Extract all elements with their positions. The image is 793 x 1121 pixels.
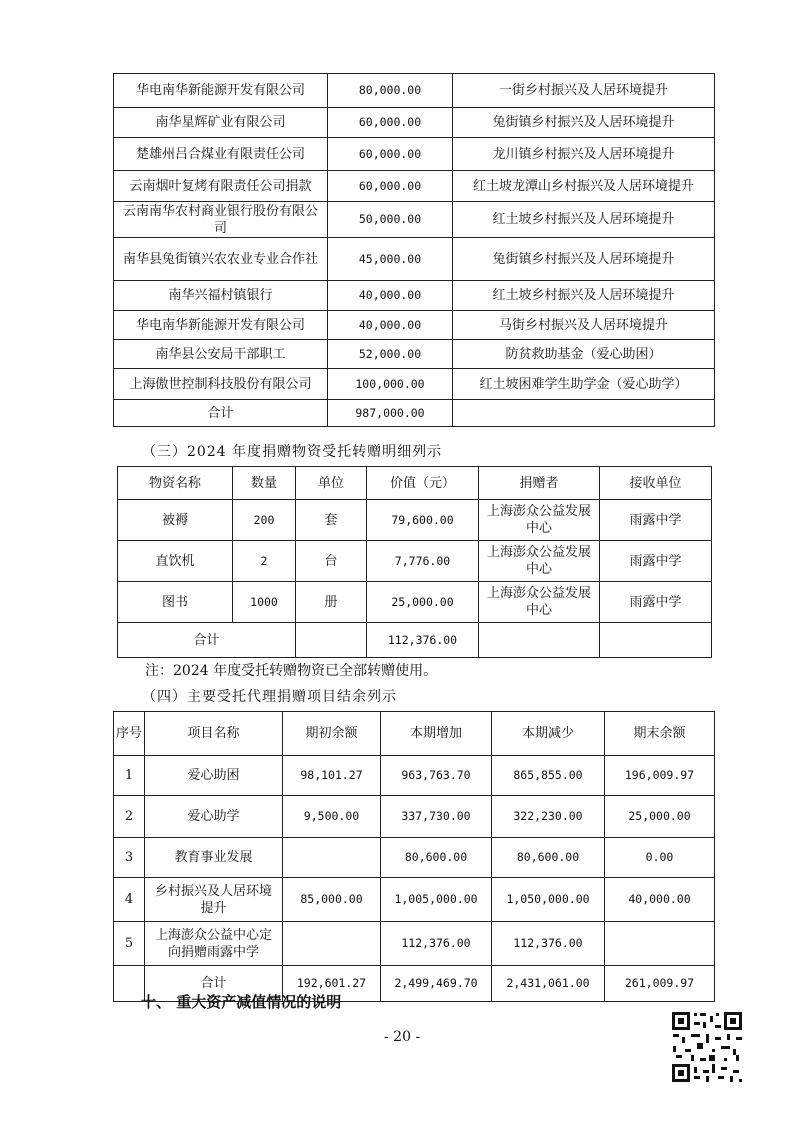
donor-cell: 上海傲世控制科技股份有限公司 — [114, 369, 328, 400]
amount-cell: 60,000.00 — [328, 138, 453, 171]
table-row — [114, 369, 715, 400]
opening-balance: 9,500.00 — [283, 796, 381, 838]
table-row — [114, 922, 715, 966]
donor-cell: 南华兴福村镇银行 — [114, 281, 328, 311]
item-value: 25,000.00 — [367, 582, 479, 623]
section10-heading: 十、 重大资产减值情况的说明 — [141, 993, 342, 1011]
header-row — [118, 467, 712, 500]
period-increase: 80,600.00 — [381, 838, 492, 878]
period-increase: 963,763.70 — [381, 756, 492, 796]
total-label: 合计 — [118, 623, 296, 658]
item-qty: 200 — [233, 500, 296, 541]
total-row — [118, 623, 712, 658]
section4-heading: （四）主要受托代理捐赠项目结余列示 — [142, 689, 397, 705]
donor-cell: 南华县兔街镇兴农农业专业合作社 — [114, 238, 328, 281]
donor-cell: 华电南华新能源开发有限公司 — [114, 311, 328, 340]
table-row — [118, 500, 712, 541]
donor-cell: 楚雄州吕合煤业有限责任公司 — [114, 138, 328, 171]
total-value: 112,376.00 — [367, 623, 479, 658]
donor-cell: 云南烟叶复烤有限责任公司捐款 — [114, 171, 328, 202]
row-number: 5 — [114, 922, 145, 966]
item-unit: 册 — [296, 582, 367, 623]
period-decrease: 322,230.00 — [492, 796, 605, 838]
period-increase: 337,730.00 — [381, 796, 492, 838]
period-increase: 112,376.00 — [381, 922, 492, 966]
closing-balance: 25,000.00 — [605, 796, 715, 838]
column-header: 序号 — [114, 712, 145, 756]
item-donor: 上海澎众公益发展中心 — [479, 500, 600, 541]
item-donor: 上海澎众公益发展中心 — [479, 582, 600, 623]
table-row — [114, 108, 715, 138]
column-header: 捐赠者 — [479, 467, 600, 500]
item-donor: 上海澎众公益发展中心 — [479, 541, 600, 582]
period-increase: 1,005,000.00 — [381, 878, 492, 922]
item-unit: 台 — [296, 541, 367, 582]
donor-cell: 南华星辉矿业有限公司 — [114, 108, 328, 138]
table-row — [114, 878, 715, 922]
row-number: 4 — [114, 878, 145, 922]
project-name: 爱心助困 — [145, 756, 283, 796]
donor-cell: 云南南华农村商业银行股份有限公司 — [114, 202, 328, 238]
table-row — [114, 74, 715, 108]
purpose-cell: 红土坡龙潭山乡村振兴及人居环境提升 — [453, 171, 715, 202]
purpose-cell: 马街乡村振兴及人居环境提升 — [453, 311, 715, 340]
table-row — [114, 340, 715, 369]
opening-balance: 85,000.00 — [283, 878, 381, 922]
column-header: 本期增加 — [381, 712, 492, 756]
table-row — [114, 238, 715, 281]
section3-heading: （三）2024 年度捐赠物资受托转赠明细列示 — [142, 444, 443, 460]
total-amount: 987,000.00 — [328, 400, 453, 427]
opening-balance — [283, 922, 381, 966]
item-name: 图书 — [118, 582, 233, 623]
project-name: 爱心助学 — [145, 796, 283, 838]
table-row — [114, 171, 715, 202]
amount-cell: 52,000.00 — [328, 340, 453, 369]
table-row — [118, 541, 712, 582]
item-qty: 2 — [233, 541, 296, 582]
period-decrease: 112,376.00 — [492, 922, 605, 966]
period-decrease: 80,600.00 — [492, 838, 605, 878]
column-header: 物资名称 — [118, 467, 233, 500]
period-decrease: 865,855.00 — [492, 756, 605, 796]
purpose-cell: 龙川镇乡村振兴及人居环境提升 — [453, 138, 715, 171]
closing-balance — [605, 922, 715, 966]
period-decrease: 1,050,000.00 — [492, 878, 605, 922]
table-row — [118, 582, 712, 623]
table-row — [114, 838, 715, 878]
table-row — [114, 138, 715, 171]
purpose-cell: 一街乡村振兴及人居环境提升 — [453, 74, 715, 108]
item-recipient: 雨露中学 — [600, 541, 712, 582]
amount-cell: 60,000.00 — [328, 171, 453, 202]
column-header: 期末余额 — [605, 712, 715, 756]
donor-cell: 华电南华新能源开发有限公司 — [114, 74, 328, 108]
amount-cell: 100,000.00 — [328, 369, 453, 400]
total-row — [114, 400, 715, 427]
item-name: 被褥 — [118, 500, 233, 541]
balance-table — [113, 711, 715, 1002]
section3-note: 注：2024 年度受托转赠物资已全部转赠使用。 — [145, 663, 438, 679]
purpose-cell: 红土坡乡村振兴及人居环境提升 — [453, 281, 715, 311]
qr-code-icon — [670, 1010, 744, 1084]
total-closing: 261,009.97 — [605, 966, 715, 1002]
column-header: 接收单位 — [600, 467, 712, 500]
item-value: 79,600.00 — [367, 500, 479, 541]
amount-cell: 45,000.00 — [328, 238, 453, 281]
purpose-cell: 红土坡困难学生助学金（爱心助学） — [453, 369, 715, 400]
project-name: 上海澎众公益中心定向捐赠雨露中学 — [145, 922, 283, 966]
item-name: 直饮机 — [118, 541, 233, 582]
column-header: 期初余额 — [283, 712, 381, 756]
amount-cell: 40,000.00 — [328, 311, 453, 340]
amount-cell: 40,000.00 — [328, 281, 453, 311]
row-number: 3 — [114, 838, 145, 878]
purpose-cell: 红土坡乡村振兴及人居环境提升 — [453, 202, 715, 238]
item-qty: 1000 — [233, 582, 296, 623]
table-row — [114, 202, 715, 238]
item-recipient: 雨露中学 — [600, 500, 712, 541]
opening-balance — [283, 838, 381, 878]
closing-balance: 0.00 — [605, 838, 715, 878]
row-number: 1 — [114, 756, 145, 796]
material-transfer-table — [117, 466, 712, 658]
total-decrease: 2,431,061.00 — [492, 966, 605, 1002]
project-name: 教育事业发展 — [145, 838, 283, 878]
table-row — [114, 796, 715, 838]
amount-cell: 60,000.00 — [328, 108, 453, 138]
purpose-cell: 兔街镇乡村振兴及人居环境提升 — [453, 108, 715, 138]
header-row — [114, 712, 715, 756]
donor-cell: 南华县公安局干部职工 — [114, 340, 328, 369]
row-number: 2 — [114, 796, 145, 838]
column-header: 价值（元） — [367, 467, 479, 500]
opening-balance: 98,101.27 — [283, 756, 381, 796]
total-opening: 192,601.27 — [283, 966, 381, 1002]
item-unit: 套 — [296, 500, 367, 541]
item-value: 7,776.00 — [367, 541, 479, 582]
purpose-cell: 防贫救助基金（爱心助困） — [453, 340, 715, 369]
closing-balance: 196,009.97 — [605, 756, 715, 796]
item-recipient: 雨露中学 — [600, 582, 712, 623]
column-header: 数量 — [233, 467, 296, 500]
purpose-cell: 兔街镇乡村振兴及人居环境提升 — [453, 238, 715, 281]
table-row — [114, 281, 715, 311]
table-row — [114, 756, 715, 796]
total-label: 合计 — [145, 966, 283, 1002]
column-header: 本期减少 — [492, 712, 605, 756]
table-row — [114, 311, 715, 340]
column-header: 单位 — [296, 467, 367, 500]
column-header: 项目名称 — [145, 712, 283, 756]
donations-table — [113, 73, 715, 427]
amount-cell: 80,000.00 — [328, 74, 453, 108]
total-label: 合计 — [114, 400, 328, 427]
page-number: - 20 - — [384, 1029, 421, 1045]
project-name: 乡村振兴及人居环境提升 — [145, 878, 283, 922]
amount-cell: 50,000.00 — [328, 202, 453, 238]
closing-balance: 40,000.00 — [605, 878, 715, 922]
total-increase: 2,499,469.70 — [381, 966, 492, 1002]
